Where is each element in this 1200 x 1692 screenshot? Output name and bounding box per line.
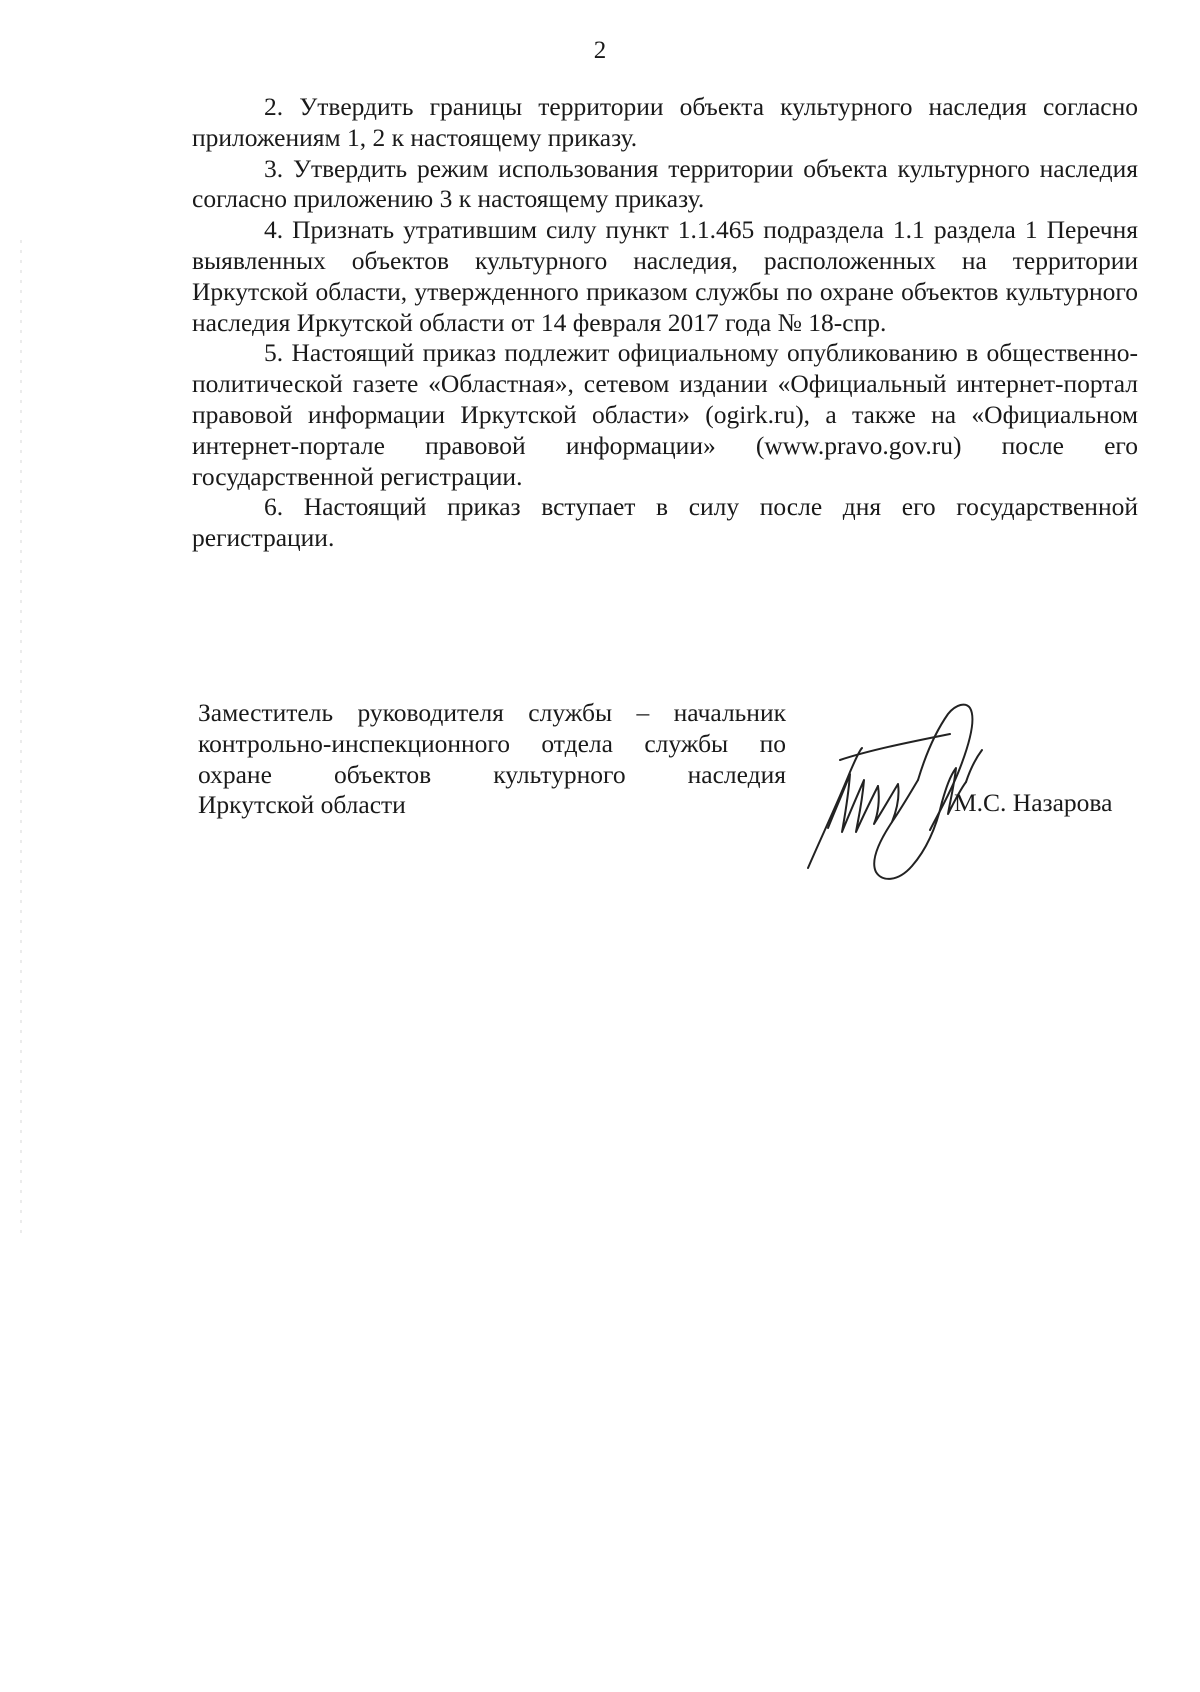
- paragraph-3: 3. Утвердить режим использования территории объекта культурного наследия согласно приложению 3 к настоящему приказу.: [192, 153, 1138, 214]
- signatory-name: М.С. Назарова: [954, 788, 1113, 817]
- paragraph-5: 5. Настоящий приказ подлежит официальному опубликованию в общественно-политической газете «Областная», сетевом издании «Официальный интернет-портал правовой информации Иркутской области» (ogirk.ru), а также на «Официальном интернет-портале правовой информации» (www.pravo.gov.ru) после его государственной регистрации.: [192, 338, 1138, 491]
- paragraph-4: 4. Признать утратившим силу пункт 1.1.465 подраздела 1.1 раздела 1 Перечня выявленных объектов культурного наследия, расположенных на территории Иркутской области, утвержденного приказом службы по охране объектов культурного наследия Иркутской области от 14 февраля 2017 года № 18-спр.: [192, 215, 1138, 337]
- position-line: Иркутской области: [198, 790, 406, 820]
- position-line: Заместитель руководителя службы – начальник: [198, 698, 786, 727]
- paragraph-2: 2. Утвердить границы территории объекта культурного наследия согласно приложениям 1, 2 к настоящему приказу.: [192, 92, 1138, 152]
- paragraph-6: 6. Настоящий приказ вступает в силу после дня его государственной регистрации.: [192, 492, 1138, 553]
- scan-edge-artifact: [20, 240, 22, 1240]
- position-line: охране объектов культурного наследия: [198, 759, 786, 789]
- document-body: [192, 92, 1138, 554]
- page-number: 2: [593, 37, 607, 64]
- signatory-position: [198, 698, 786, 821]
- position-line: контрольно-инспекционного отдела службы по: [198, 728, 786, 758]
